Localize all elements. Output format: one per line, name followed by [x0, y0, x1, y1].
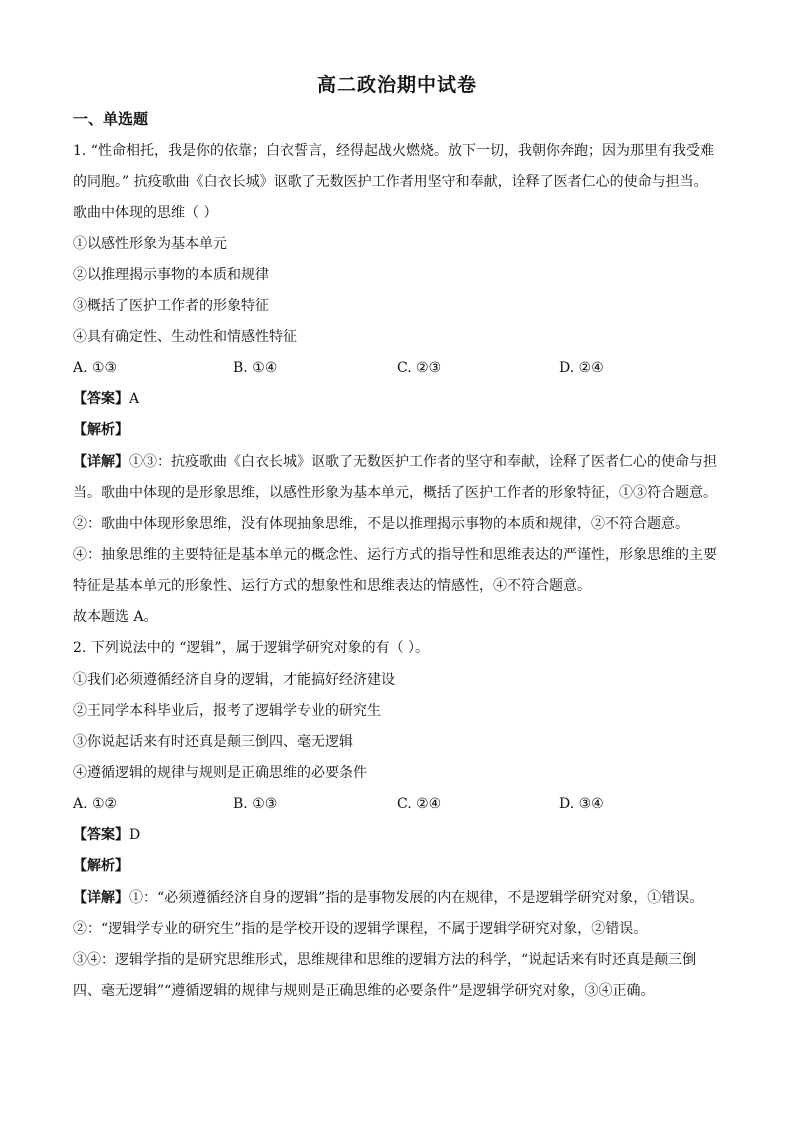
q1-option-b: B. ①④: [233, 360, 278, 376]
q1-answer-label: 【答案】: [73, 391, 129, 407]
q1-statement-2: ②以推理揭示事物的本质和规律: [73, 267, 269, 283]
q1-detail-line-3: ②：歌曲中体现形象思维，没有体现抽象思维，不是以推理揭示事物的本质和规律，②不符合题意。: [73, 516, 689, 532]
q2-stem: 2. 下列说法中的 “逻辑”，属于逻辑学研究对象的有（ ）。: [73, 640, 430, 656]
q2-option-b: B. ①③: [233, 796, 278, 812]
q2-analysis-label: 【解析】: [73, 858, 129, 874]
q2-detail-line-4: 四、毫无逻辑”“遵循逻辑的规律与规则是正确思维的必要条件”是逻辑学研究对象，③④正确。: [73, 983, 655, 999]
q1-detail-label: 【详解】: [73, 454, 129, 470]
q1-stem-line-1: 1. “性命相托，我是你的依靠；白衣誓言，经得起战火燃烧。放下一切，我朝你奔跑；因为那里有我受难: [73, 143, 714, 159]
q1-detail-line-2: 当。歌曲中体现的是形象思维，以感性形象为基本单元，概括了医护工作者的形象特征，①③符合题意。: [73, 485, 717, 501]
q2-detail-line-2: ②：“逻辑学专业的研究生”指的是学校开设的逻辑学课程，不属于逻辑学研究对象，②错误。: [73, 921, 648, 937]
q2-option-d: D. ③④: [559, 796, 604, 812]
page-title: 高二政治期中试卷: [316, 74, 477, 96]
section-heading: 一、单选题: [73, 110, 149, 128]
q2-detail-text-1: ①：“必须遵循经济自身的逻辑”指的是事物发展的内在规律，不是逻辑学研究对象，①错误。: [129, 890, 704, 906]
q1-statement-1: ①以感性形象为基本单元: [73, 236, 227, 252]
q1-detail-line-4: ④：抽象思维的主要特征是基本单元的概念性、运行方式的指导性和思维表达的严谨性，形象思维的主要: [73, 547, 717, 563]
q1-option-a: A. ①③: [73, 360, 118, 376]
q1-statement-3: ③概括了医护工作者的形象特征: [73, 298, 269, 314]
q2-analysis-row: [73, 856, 723, 876]
q1-stem-line-2: 的同胞。” 抗疫歌曲《白衣长城》讴歌了无数医护工作者用坚守和奉献，诠释了医者仁心的使命与担当。: [73, 174, 708, 190]
q1-detail-line-5: 特征是基本单元的形象性、运行方式的想象性和思维表达的情感性，④不符合题意。: [73, 578, 591, 594]
q2-answer-row: [73, 825, 723, 845]
q2-option-c: C. ②④: [397, 796, 442, 812]
q1-detail-line-1: [73, 452, 723, 472]
q1-analysis-row: [73, 420, 723, 440]
q2-statement-2: ②王同学本科毕业后，报考了逻辑学专业的研究生: [73, 703, 381, 719]
q1-option-c: C. ②③: [397, 360, 442, 376]
q1-option-d: D. ②④: [559, 360, 604, 376]
q1-statement-4: ④具有确定性、生动性和情感性特征: [73, 329, 297, 345]
q1-detail-text-1: ①③：抗疫歌曲《白衣长城》讴歌了无数医护工作者的坚守和奉献，诠释了医者仁心的使命与担: [129, 454, 717, 470]
q1-stem-line-3: 歌曲中体现的思维（ ）: [73, 205, 218, 221]
q2-detail-label: 【详解】: [73, 890, 129, 906]
q2-statement-3: ③你说起话来有时还真是颠三倒四、毫无逻辑: [73, 734, 353, 750]
q2-option-a: A. ①②: [73, 796, 118, 812]
q1-answer-row: [73, 389, 723, 409]
q2-detail-line-1: [73, 888, 723, 908]
q2-statement-1: ①我们必须遵循经济自身的逻辑，才能搞好经济建设: [73, 672, 395, 688]
q2-answer-value: D: [129, 827, 141, 843]
q2-detail-line-3: ③④：逻辑学指的是研究思维形式，思维规律和思维的逻辑方法的科学，“说起话来有时还真是颠三倒: [73, 952, 697, 968]
q1-answer-value: A: [129, 391, 140, 407]
q2-statement-4: ④遵循逻辑的规律与规则是正确思维的必要条件: [73, 765, 367, 781]
q1-conclusion: 故本题选 A。: [73, 609, 158, 625]
q2-answer-label: 【答案】: [73, 827, 129, 843]
q1-analysis-label: 【解析】: [73, 422, 129, 438]
